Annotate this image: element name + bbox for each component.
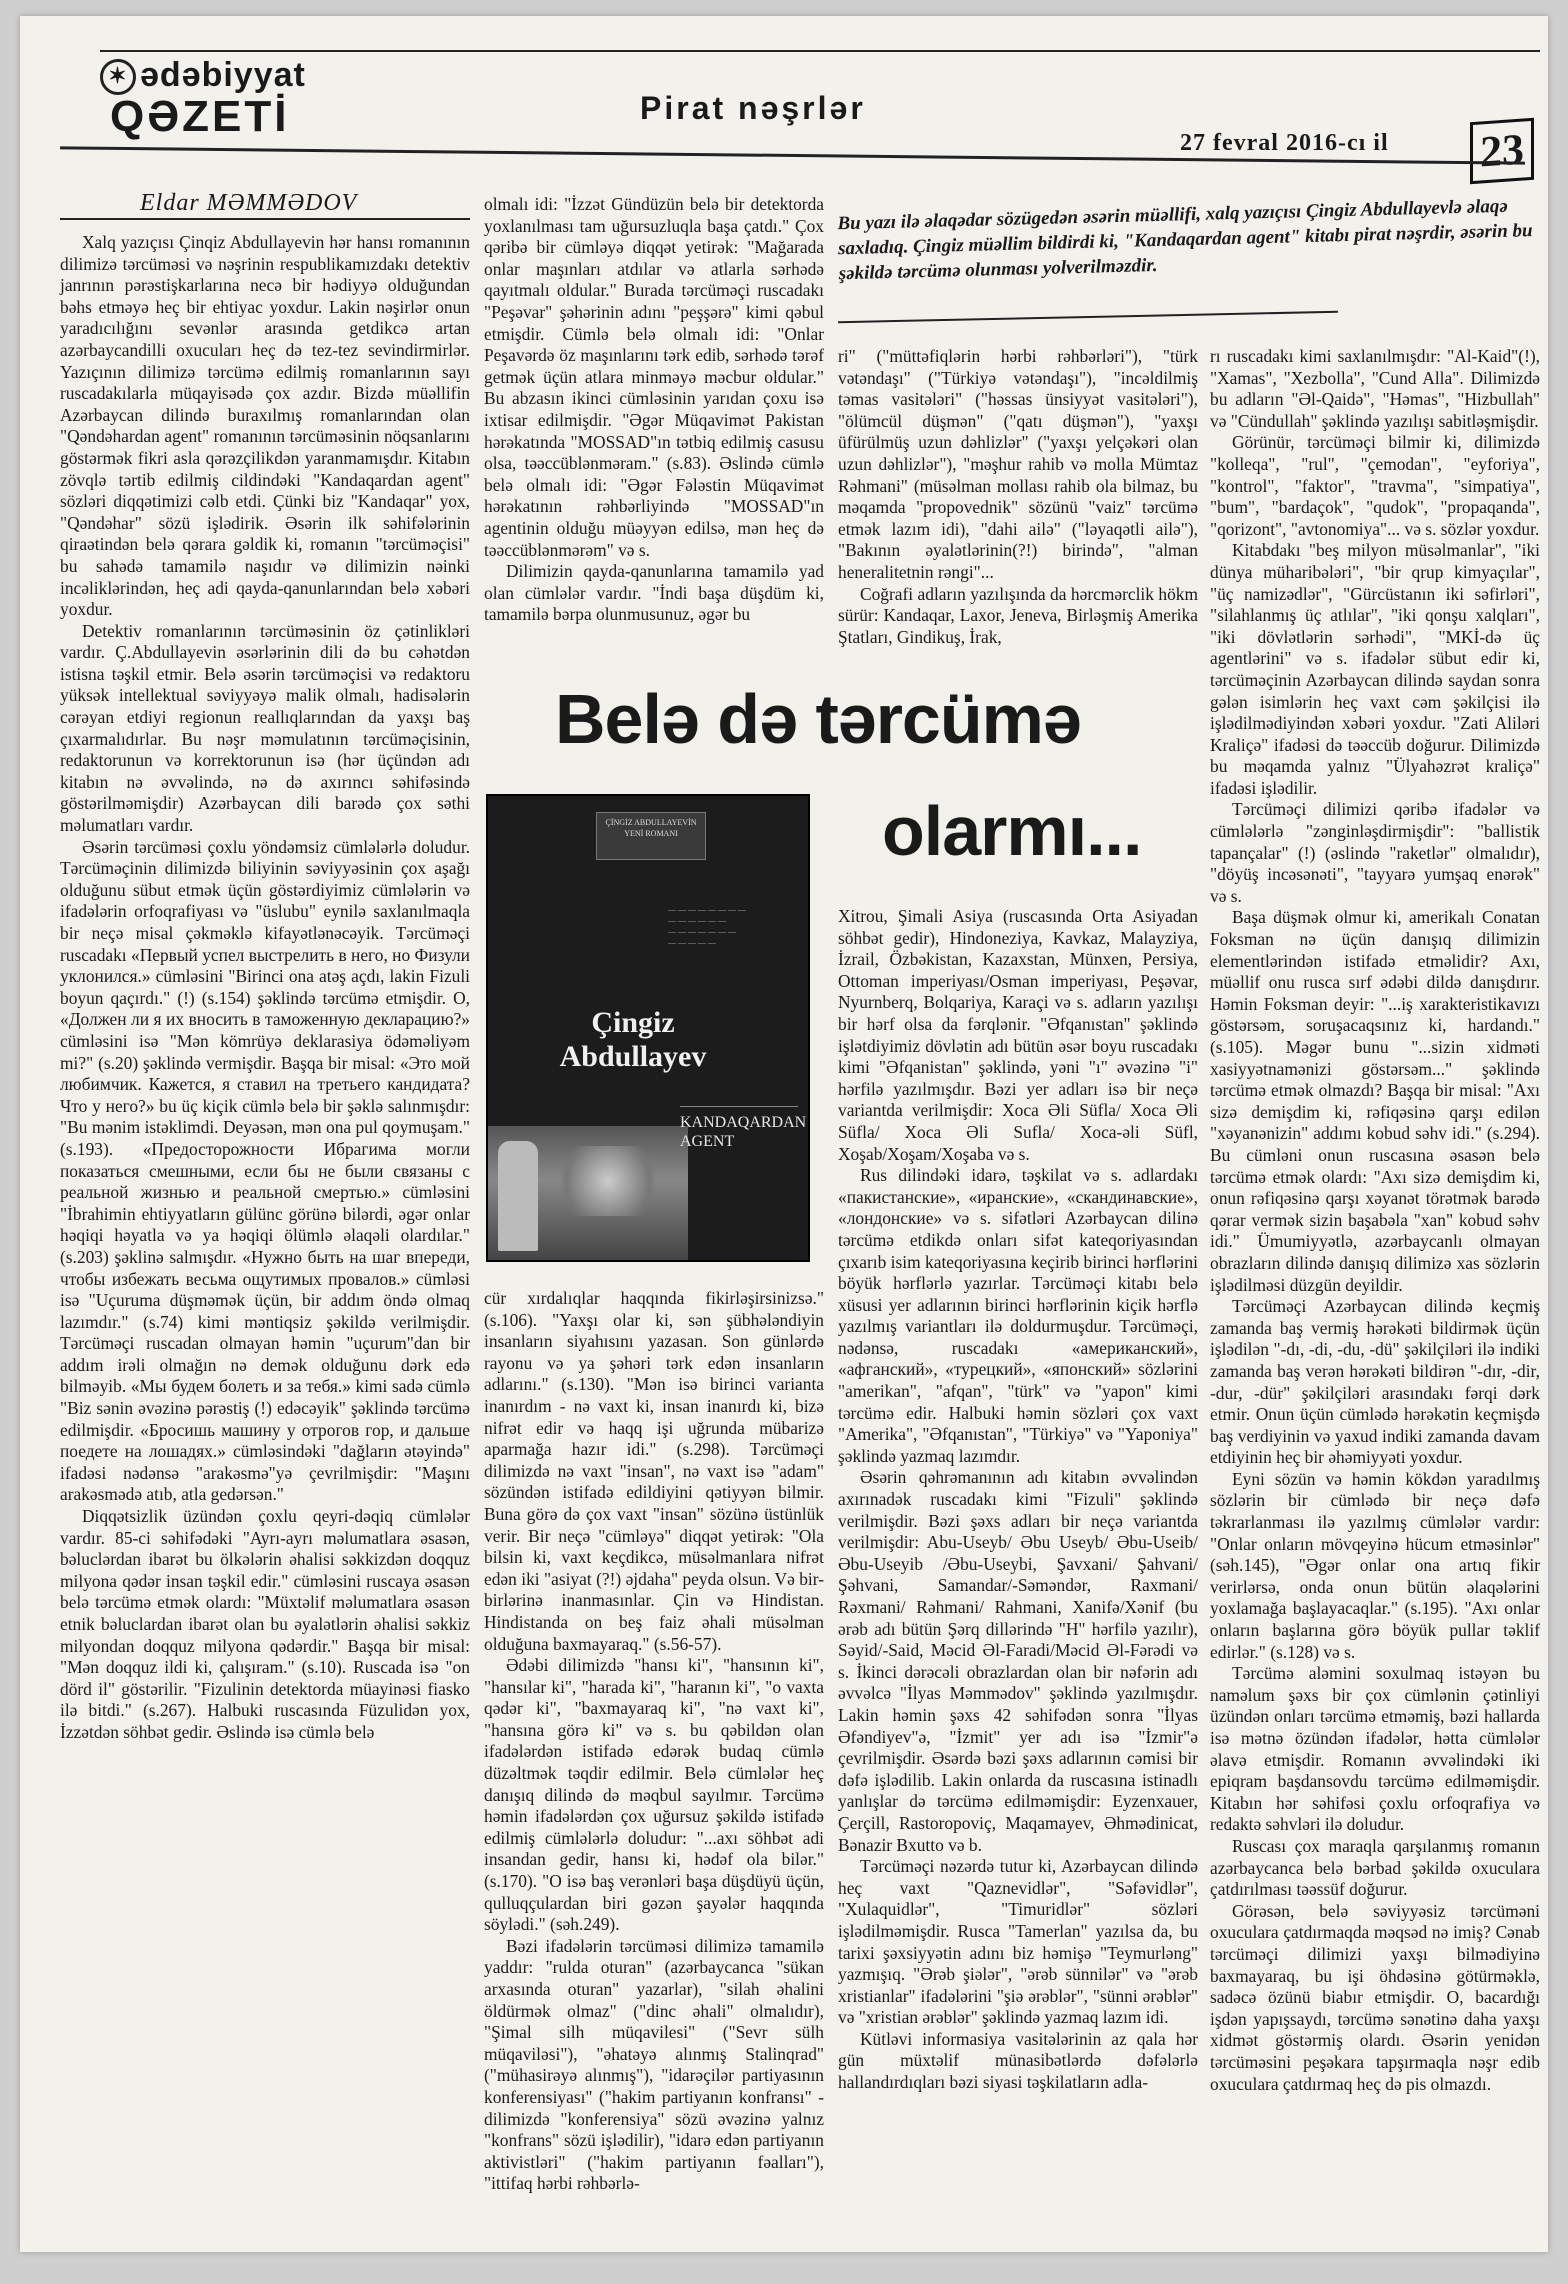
paragraph: Bəzi ifadələrin tərcüməsi dilimizə tamamilə yaddır: "rulda oturan" (azərbaycanca "sükan arxasında oturan" yazarlar), "silah əhalini öldürmək olmaz" ("dinc əhali" olmalıdır), "Şimal silh müqavilesi" ("Sevr sülh müqaviləsi"), "əhatəyə alınmış Stalinqrad" ("mühasirəyə alınmış"), "idarəçilər partiyasının konferensiyası" ("hakim partiyanın konfransı" - dilimizdə "konferensiya" sözü əvəzinə yalnız "konfrans" sözü işlədilir), "idarə edən partiyanın aktivistləri" ("hakim partiyanın fəalları"), "ittifaq hərbi rəhbərlə- (484, 1935, 824, 2194)
column-2-lower (484, 1288, 824, 2195)
book-cover-figure (498, 1141, 538, 1251)
column-2 (484, 194, 824, 626)
masthead (60, 38, 1524, 188)
paragraph: rı ruscadakı kimi saxlanılmışdır: "Al-Kaid"(!), "Xamas", "Xezbolla", "Cund Alla". Dilimizdə bu adların "Əl-Qaidə", "Həmas", "Hizbullah" və "Cündullah" şəklində yazılışı sabitləşmişdir. (1210, 346, 1540, 431)
paragraph: Tərcümə aləmini soxulmaq istəyən bu naməlum şəxs bir çox cümlənin çətinliyi üzündən onları tərcümə etməmiş, bəzi hallarda isə mətnə özündən ifadələr, hətta cümlələr əlavə etmişdir. Romanın əvvəlindəki iki epiqram başdansovdu tərcümə edilməmişdir. Kitabın hər səhifəsi çoxlu orfoqrafiya və redaktə səhvləri ilə doludur. (1210, 1663, 1540, 1835)
paragraph: Detektiv romanlarının tərcüməsinin öz çətinlikləri vardır. Ç.Abdullayevin əsərlərinin dili də bu cəhətdən istisna təşkil etmir. Belə əsərin tərcüməçisi və redaktoru yüksək intellektual səviyyəyə malik olmalı, hadisələrin cərəyan etdiyi regionun reallıqlarından da yaxşı baş çıxarmalıdırlar. Bu nəşr məmulatının tərcüməçisinin, redaktorunun və korrektorunun isə (hər üçündən adı kitabın nə əvvəlində, nə də axırıncı səhifəsində göstərilməmişdir) Azərbaycan dili barədə çox səthi məlumatları vardır. (60, 620, 470, 836)
book-cover-title: KANDAQARDAN AGENT (680, 1106, 798, 1151)
column-3-upper (838, 346, 1198, 648)
paragraph: Tərcüməçi Azərbaycan dilində keçmiş zamanda baş vermiş hərəkəti bildirmək üçün işlədilən "-dı, -di, -du, -dü" şəkilçiləri ilə indiki zamanda baş verən hərəkəti bildirən "-dır, -dir, -dur, -dür" şəkilçiləri arasındakı fərqi dərk etmir. Onun üçün cümlədə hərəkətin keçmişdə baş verdiyinin və yaxud indiki zamanda davam etdiyinin heç bir əhəmiyyəti yoxdur. (1210, 1296, 1540, 1468)
paragraph: Görünür, tərcüməçi bilmir ki, dilimizdə "kolleqa", "rul", "çemodan", "eyforiya", "kontrol", "faktor", "travma", "simpatiya", "bum", "bardaçok", "qudok", "propaqanda", "qorizont", "avtonomiya"... və s. sözlər yoxdur. (1210, 432, 1540, 539)
book-cover-top-strip: ÇİNGİZ ABDULLAYEVİN YENİ ROMANI (596, 812, 706, 860)
headline-line1: Belə də tərcümə (555, 680, 1081, 758)
book-cover-image (486, 794, 810, 1262)
paragraph: Ruscası çox maraqla qarşılanmış romanın azərbaycanca belə bərbad şəkildə oxuculara çatdırılması təəssüf doğurur. (1210, 1835, 1540, 1900)
paragraph: olmalı idi: "İzzət Gündüzün belə bir detektorda yoxlanılması tam uğursuzluqla başa çatdı." Çox qəribə bir cümləyə diqqət yetirək: "Mağarada onlar maşınları atdılar və atlarla sərhədə qayıtmalı oldular." Burada tərcüməçi ruscadakı "Peşəvar" şəhərinin adını "peşşərə" kimi qəbul etmişdir. Cümlə belə olmalı idi: "Onlar Peşavərdə öz maşınlarını tərk edib, sərhədə tərəf getmək üçün atlara minməyə məcbur oldular." Bu abzasın ikinci cümləsinin yarıdan çoxu isə ixtisar edilmişdir. "Əgər Müqavimət Pakistan hərəkatında "MOSSAD"ın tətbiq edilmiş casusu olsa, təəccüblənməram." (s.83). Əslində cümlə belə olmalı idi: "Əgər Fələstin Müqavimət hərəkatının rəhbərliyində "MOSSAD"ın agentinin olduğu müəyyən edilsə, mən heç də təəccüblənmərəm" və s. (484, 194, 824, 560)
paragraph: Tərcüməçi dilimizi qəribə ifadələr və cümlələrlə "zənginləşdirmişdir": "ballistik tapançalar" (!) (əslində "raketlər" olmalıdır), "döyüş incəsənəti", "tayyarə yumşaq enərək" və s. (1210, 799, 1540, 906)
top-rule (100, 50, 1540, 52)
paragraph: Diqqətsizlik üzündən çoxlu qeyri-dəqiq cümlələr vardır. 85-ci səhifədəki "Ayrı-ayrı məlumatlara əsasən, bəluclərdan ibarət bu ölkələrin əhalisi səkkizdən doqquz milyona qədər insan təşkil edir." cümləsini ruscaya əsasən belə tərcümə etmək olardı: "Müxtəlif məlumatlara əsasən etnik bəluclardan ibarət olan bu əyalətlərin əhalisi səkkiz milyondan doqquz milyona qədərdir." Başqa bir misal: "Mən doqquz ildi ki, çalışıram." (s.10). Ruscada isə "on dörd il" göstərilir. "Fizulinin detektordа müayinəsi fiasko ilə bitdi." (s.267). Halbuki ruscasında Füzulidən yox, İzzətdən söhbət gedir. Əslində isə cümlə belə (60, 1506, 470, 1742)
section-title: Pirat nəşrlər (640, 90, 866, 126)
headline-line2: olarmı... (882, 792, 1142, 870)
paragraph: Əsərin tərcüməsi çoxlu yöndəmsiz cümlələrlə doludur. Tərcüməçinin dilimizdə biliyinin səviyyəsinin çox aşağı olduğunu sübut etmək üçün göstərdiyimiz cümlələrin və ifadələrin orfoqrafiyası və "üslubu" eynilə saxlanılmaqla bir neçə misal çəkməklə kifayətlənəcəyik. Tərcüməçi ruscadakı «Первый успел выстрелить в него, но Физули уклонился.» cümləsini "Birinci ona atəş açdı, lakin Fizuli boyun qaçırdı." (!) (s.154) şəklində tərcümə etmişdir. O, «Должен ли я их вносить в таможенную декларацию?» cümləsini isə "Mən kömrüyə deklarasiya ödəməliyəm mi?" (s.20) şəklində vermişdir. Başqa bir misal: «Это мой любимчик. Кажется, я ставил на третьего кандидата? Что у него?» bu üç kiçik cümlə belə bir şəklə salınmışdır: "Bu mənim istəklimdi. Deyəsən, mən ona pul qoymuşam." (s.193). «Предосторожности Ибрагима могли показаться смешными, если бы не были связаны с реальной жизнью и реальной смертью.» cümləsini "İbrahimin ehtiyyatların gülünc görünə bilərdi, əgər onlar həqiqi həyatla və ya həqiqi ölümlə əlaqəli olardılar." (s.203) şəklinə salmışdır. «Нужно быть на шаг впереди, чтобы избежать весьма ощутимых провалов.» cümləsi isə "Uçuruma düşməmək üçün, bir addım öndə olmaq lazımdır." (s.74) kimi məntiqsiz şəkildə verilmişdir. Tərcüməçi ruscadan olmayan həmin "uçurum"dan bir addım irəli olmağın nə demək olduğunu dərk edə bilməyib. «Мы будем болеть и за тебя.» kimi sadə cümlə "Biz sənin əvəzinə pərəstiş (!) edəcəyik" şəklində tərcümə edilmişdir. «Бросишь машину у отрогов гор, и дальше поедете на лошадях.» cümləsindəki "dağların ətəyində" ifadəsi nədənsə "arakəsmə"yə çevrilmişdir: "Maşını arakəsmədə atıb, atla gedərsən." (60, 836, 470, 1505)
logo-line1: ədəbiyyat (140, 56, 306, 94)
paragraph: Dilimizin qayda-qanunlarına tamamilə yad olan cümlələr vardır. "İndi başa düşdüm ki, tamamilə bərpa olunmusunuz, əgər bu (484, 561, 824, 625)
author-name: Eldar MƏMMƏDOV (140, 190, 358, 216)
newspaper-page (20, 16, 1548, 2252)
book-cover-blurb: — — — — — — — — — — — — — — — — — — — — — — — — — — (668, 905, 746, 947)
paragraph: Əsərin qəhrəmanının adı kitabın əvvəlindən axırınadək ruscadakı kimi "Fizuli" şəklində verilmişdir. Bəzi şəxs adları bir neçə variantda verilmişdir: Abu-Useyb/ Əbu Useyb/ Əbu-Useib/ Əbu-Useyib /Əbu-Useybi, Şavxani/ Şahvani/ Şəhvani, Samandar/-Səməndər, Raxmani/ Rəxmani/ Rəhmani/ Rahmani, Xanifə/Xənif (bu ərəb adı bütün Şərq dillərində "H" hərfilə yazılır), Səyid/-Said, Məcid Əl-Faradi/Məcid Əl-Fərədi və s. İkinci dərəcəli obrazlardan olan bir nəfərin adı əvvəlcə "İlyas Məmmədov" şəklində yazılmışdır. Lakin həmin şəxs 42 səhifədən sonra "İlyas Əfəndiyev"ə, "İzmit" yer adı isə "İzmir"ə çevrilmişdir. Əsərdə bəzi şəxs adlarının cəmisi bir dəfə işlədilib. Lakin onlarda da ruscasına istinadlı yanlışlar də tərcümə edilməmişdir: Eyzenxauer, Çerçill, Rastoropoviç, Maqamayev, Əhmədinicat, Bənazir Bxutto və b. (838, 1467, 1198, 1855)
lead-rule (838, 311, 1338, 323)
paragraph: Xitrou, Şimali Asiya (ruscasında Orta Asiyadan söhbət gedir), Hindoneziya, Kavkaz, Malayziya, İzrail, Özbəkistan, Kazaxstan, Münxen, Persiya, Ottoman imperiyası/Osman imperiyası, Peşəvar, Nyurnberq, Bolqariya, Karaçi və s. adların yazılışı bir hərf olsa da fərqlənir. "Əfqanıstan" şəklində işlətdiyimiz dövlətin adı bütün əsər boyu ruscadakı kimi "Əfqanistan" şəklində, yəni "ı" əvəzinə "i" hərfilə yazılmışdır. Bəzi yer adları isə bir neçə variantda verilmişdir: Xoca Əli Süfla/ Xoca Əli Süfla/ Xoca Əli Sufla/ Xoca-əli Süfl, Xoşab/Xoşam/Xoşaba və s. (838, 906, 1198, 1164)
article-lead: Bu yazı ilə əlaqədar sözügedən əsərin müəllifi, xalq yazıçısı Çingiz Abdullayevlə əlaqə saxladıq. Çingiz müəllim bildirdi ki, "Kandaqardan agent" kitabı pirat nəşrdir, əsərin bu şəkildə tərcümə olunması yolverilməzdir. (837, 195, 1533, 285)
author-rule (60, 218, 470, 220)
issue-date: 27 fevral 2016-cı il (1180, 130, 1389, 156)
paragraph: Kütləvi informasiya vasitələrinin az qala hər gün müxtəlif münasibətlərdə dəfələrlə hallandırdıqları bəzi siyasi təşkilatların adla- (838, 2028, 1198, 2093)
star-emblem-icon: ✶ (100, 59, 136, 95)
paragraph: ri" ("müttəfiqlərin hərbi rəhbərləri"), "türk vətəndaşı" ("Türkiyə vətəndaşı"), "incəldilmiş təmas vasitələri" ("həssas ünsiyyət vasitələri"), "ölümcül düşmən" ("qatı düşmən"), "yaxşı üfürülmüş uzun dəhlizlər" ("yaxşı yelçəkəri olan uzun dəhlizlər"), "məşhur rahib və molla Mümtaz Rəhmani" (müsəlman mollası rahib ola bilmaz, bu məqamdа "propovednik" sözünü "vaiz" tərcümə etmək lazım idi), "dahi ailə" ("ləyaqətli ailə"), "Bakının əyalətlərinin(?!) birində", "alman heneralitetnin rəngi"... (838, 346, 1198, 582)
newspaper-logo (100, 56, 306, 142)
book-cover-smoke (548, 1146, 668, 1216)
paragraph: Rus dilindəki idarə, təşkilat və s. adlardakı «пакистанские», «иранские», «скандинавские», «лондонские» və s. sifətləri Azərbaycan dilinə tərcümə etdikdə onları sifət kateqoriyasından çıxarıb isim kateqoriyasına keçirib birinci hərflərini böyük hərflərlə yazırlar. Tərcüməçi kitabı belə xüsusi yer adlarının birinci hərflərinin kiçik hərflə yazılmış variantları ilə doldurmuşdur. Tərcüməçi, nədənsə, ruscadakı «американский», «афганский», «турецкий», «японский» sözlərini "amerikan", "afqan", "türk" və "yapon" kimi tərcümə edir. Halbuki həmin sözləri çox vaxt "Amerika", "Əfqanıstan", "Türkiyə" və "Yaponiya" şəklində yazmaq lazımdır. (838, 1165, 1198, 1466)
paragraph: Başa düşmək olmur ki, amerikalı Conatan Foksman nə üçün danışıq dilimizin elementlərindən istifadə etməlidir? Axı, müəllif onu rusca sırf ədəbi dildə danışdırır. Həmin Foksman deyir: "...iş xarakteristikavızı göstərsəm, soruşacaqsınız ki, hardandı." (s.105). Məgər bunu "...sizin xidməti xasiyyətnamənizi göstərsəm..." şəklində tərcümə etmək olmazdı? Başqa bir misal: "Axı sizə demişdim ki, rəfiqəsinə qarşı edilən "xəyanənizin" addımı kobud səhv idi." (s.294). Bu cümləni onun ruscasına əsasən belə tərcümə etmək olardı: "Axı sizə demişdim ki, onun rəfiqəsinə qarşı xəyanət törətmək barədə qərar vermək sizin başabəla "xan" kobud səhv idi." Ümumiyyətlə, azərbaycanlı olmayan obrazların dilində danışıq dilimizə xas sözlərin işlədilməsi düzgün deyildir. (1210, 907, 1540, 1295)
paragraph: Eyni sözün və həmin kökdən yaradılmış sözlərin bir cümlədə bir neçə dəfə təkrarlanması ilə yazılmış cümlələr vardır: "Onlar onların mövqeyinə hücum etməsinlər" (səh.145), "Əgər onlar ona artıq fikir verirlərsə, onda onun bütün əlaqələrini yoxlamağa başlayacaqlar." (s.195). "Axı onlar onların başlarına görə böyük pullar təklif edirlər." (s.128) və s. (1210, 1468, 1540, 1662)
paragraph: Ədəbi dilimizdə "hansı ki", "hansının ki", "hansılar ki", "harada ki", "haranın ki", "o vaxta qədər ki", "baxmayaraq ki", "nə vaxt ki", "hansına görə ki" və s. bu qəbildən olan ifadələrdən istifadə edərək budaq cümlə düzəltmək təqdir edilmir. Belə cümlələr heç danışıq dilində də məqbul sayılmır. Tərcümə həmin ifadələrdən çox uğursuz şəkildə istifadə edilmiş cümlələrlə doludur: "...axı söhbət adi insandan gedir, hansı ki, hədəf ola bilər." (s.170). "O isə baş verənləri başa düşdüyü üçün, qulluqçulardan biri gəzən şayələr haqqında söylədi." (səh.249). (484, 1655, 824, 1935)
paragraph: Coğrafi adların yazılışında da hərcmərclik hökm sürür: Kandaqar, Laxor, Jeneva, Birləşmiş Amerika Ştatları, Gindikuş, İrak, (838, 583, 1198, 647)
paragraph: Xalq yazıçısı Çinqiz Abdullayevin hər hansı romanının dilimizə tərcüməsi və nəşrinin respublikamızdakı detektiv janrının pərəstişkarlarına necə bir hədiyyə olduğundan bəhs etməyə heç bir ehtiyac yoxdur. Lakin nəşirlər onun yaradıcılığını sevənlər arasında getdikcə artan azərbaycandilli oxucuları heç də tez-tez sevindirmirlər. Yazıçının dilimizə tərcümə edilmiş romanlarının sayı ruscadakılarla müqayisədə çox azdır. Bizdə müəllifin Azərbaycan dilində buraxılmış romanlarından olan "Qəndəhardan agent" romanının tərcüməsinin nöqsanlarını göstərmək fikri asla qərəzçilikdən yaranmamışdır. Kitabın zövqlə tərtib edilmiş cildindəki "Kandaqardan agent" sözləri diqqətimizi cəlb etdi. Çünki biz "Kandaqar" yox, "Qəndəhar" sözü işlədirik. Əsərin ilk səhifələrinin qiraətindən belə qərara gəldik ki, romanın "tərcüməçisi" bu sahədə tamamilə naşıdır və dilimizin nəinki incəliklərindən, heç adi qayda-qanunlarından belə xəbəri yoxdur. (60, 232, 470, 620)
paragraph: Tərcüməçi nəzərdə tutur ki, Azərbaycan dilində heç vaxt "Qaznevidlər", "Səfəvidlər", "Xulaquidlər", "Timuridlər" sözləri işlədilməmişdir. Ruscа "Tamerlan" yazılsa da, bu tarixi şəxsiyyətin adını biz həmişə "Teymurləng" yazmışıq. "Ərəb şiələr", "ərəb sünnilər" və "ərəb xristianlar" ifadələrini "şiə ərəblər", "sünni ərəblər" və "xristian ərəblər" şəklində yazmaq lazım idi. (838, 1856, 1198, 2028)
page-number: 23 (1470, 118, 1534, 184)
book-cover-author: Çingiz Abdullayev (559, 1006, 707, 1073)
paragraph: cür xırdalıqlar haqqında fikirləşirsinizsə." (s.106). "Yaxşı olar ki, sən şübhələndiyin insanların siyahısını yazasan. Son günlərdə rayonu və ya şəhəri tərk edən insanların adlarını." (s.130). "Mən isə birinci varianta inanırdım - nə vaxt ki, insan inanırdı ki, bizə nifrət edir və haqq işi uğrunda mübarizə aparmağa hazır idi." (s.298). Tərcüməçi dilimizdə nə vaxt "insan", nə vaxt isə "adam" sözündən istifadə edildiyini qətiyyən bilmir. Buna görə də çox vaxt "insan" sözünə üstünlük verir. Bir neçə "cümləyə" diqqət yetirək: "Ola bilsin ki, vaxt keçdikcə, müsəlmanlara nifrət edən iki "asiyat (?!) əjdaha" peyda olsun. Və bir-birlərinə inanmasınlar. Çin və Hindistan. Hindistanda on beş faiz əhali müsəlman olduğuna baxmayaraq." (s.56-57). (484, 1288, 824, 1654)
column-3-lower (838, 906, 1198, 2094)
paragraph: Kitabdakı "beş milyon müsəlmanlar", "iki dünya müharibələri", "bir qrup kimyaçılar", "üç namizədlər", "Gürcüstanın iki səfirləri", "silahlanmış üç atlılar", "iki qonşu xalqları", "iki dövlətlərin sərhədi", "MKİ-də üç agentlərini" və s. ifadələr sübut edir ki, tərcüməçinin Azərbaycan dilində saydan sonra gələn isimlərin heç vaxt cəm şəkilçisi ilə işlədilmədiyindən xəbəri yoxdur. "Zati Aliləri Kraliçə" ifadəsi də təəccüb doğurur. Dilimizdə bu məqamda yalnız "Ülyahəzrət kraliçə" ifadəsi işlədilir. (1210, 540, 1540, 798)
column-1 (60, 232, 470, 1744)
column-4 (1210, 346, 1540, 2095)
logo-line2: QƏZETİ (110, 92, 290, 142)
paragraph: Görəsən, belə səviyyəsiz tərcüməni oxuculara çatdırmaqda məqsəd nə imiş? Cənab tərcüməçi dilimizi yaxşı bilmədiyinə baxmayaraq, bu işi öhdəsinə götürməklə, sadəcə özünü biabır etmişdir. O, bacardığı işdən yapışsaydı, tərcümə sənətinə daha yaxşı xidmət göstərmiş olardı. Əsərin yenidən tərcüməsini peşəkara tapşırmaqla nəşr edib oxuculara çatdırmaq heç də pis olmazdı. (1210, 1900, 1540, 2094)
